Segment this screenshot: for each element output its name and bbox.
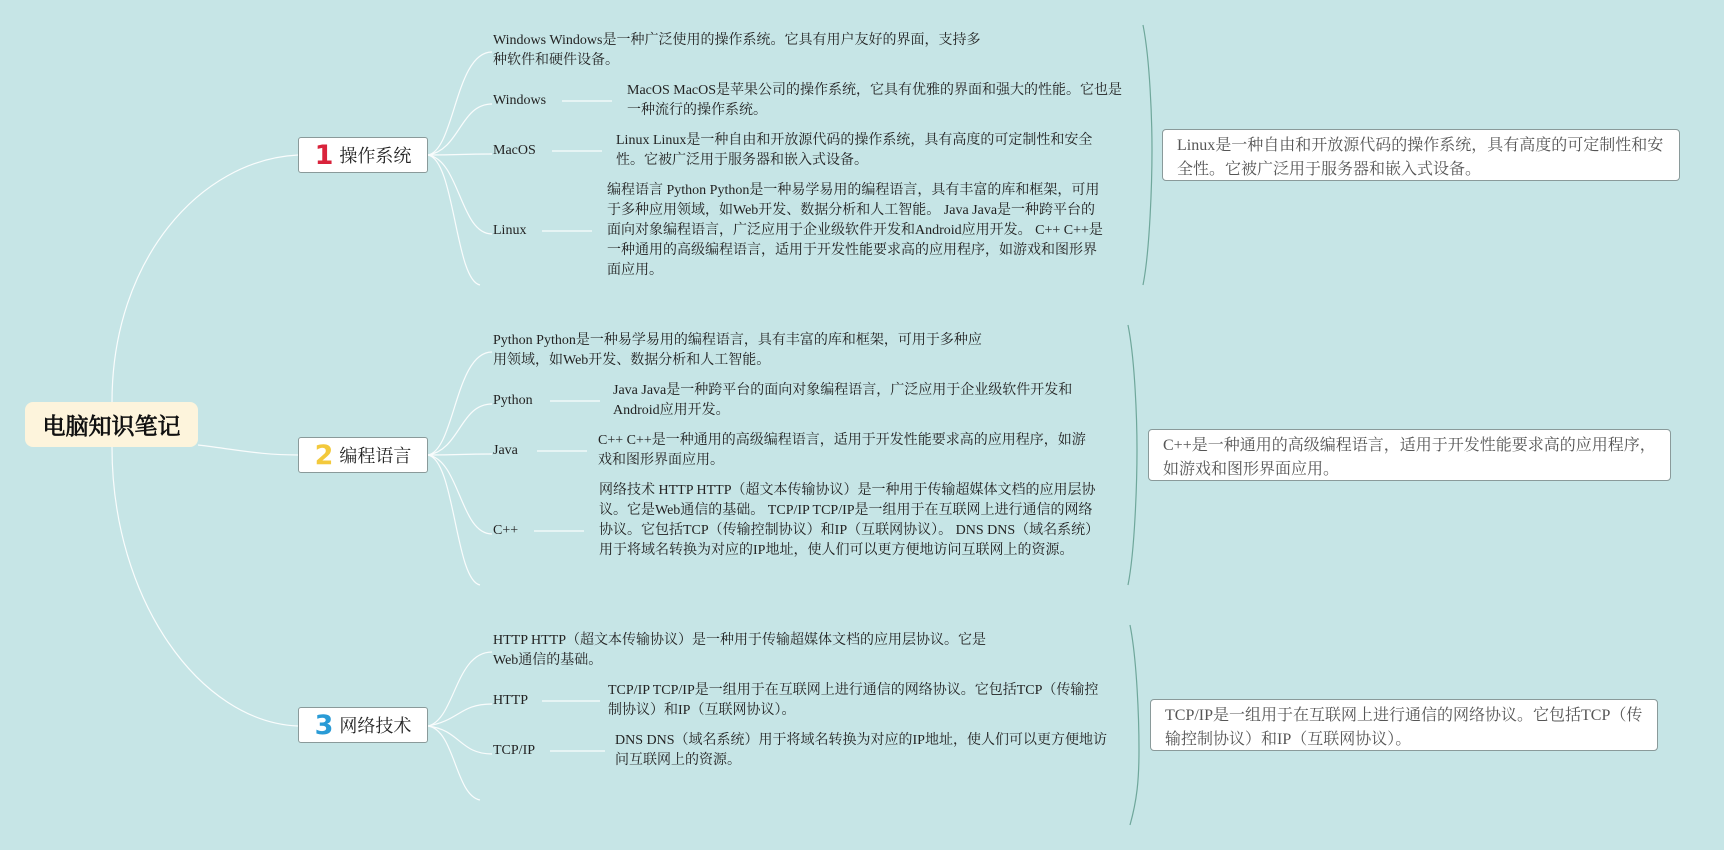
child-desc: 网络技术 HTTP HTTP（超文本传输协议）是一种用于传输超媒体文档的应用层协议。它是Web通信的基础。 TCP/IP TCP/IP是一组用于在互联网上进行通信的网络协议。它包括TCP（传输控制协议）和IP（互联网协议）。 DNS DNS（域名系统）用于将域名转换为对应的IP地址，使人们可以更方便地访问互联网上的资源。 — [599, 483, 1096, 558]
number-badge: 1 — [314, 139, 334, 171]
child-label: Windows — [493, 93, 547, 108]
summary-box: C++是一种通用的高级编程语言，适用于开发性能要求高的应用程序，如游戏和图形界面应用。 — [1148, 429, 1671, 481]
topic-node-1[interactable] — [298, 137, 428, 173]
child-label: C++ — [493, 523, 519, 538]
topic-label: 网络技术 — [339, 716, 412, 737]
root-node[interactable] — [25, 402, 198, 447]
intro-text: Windows Windows是一种广泛使用的操作系统。它具有用户友好的界面，支持多种软件和硬件设备。 — [493, 33, 981, 68]
child-desc: DNS DNS（域名系统）用于将域名转换为对应的IP地址，使人们可以更方便地访问互联网上的资源。 — [615, 733, 1107, 768]
child-desc: TCP/IP TCP/IP是一组用于在互联网上进行通信的网络协议。它包括TCP（传输控制协议）和IP（互联网协议）。 — [608, 683, 1099, 718]
child-label: Java — [493, 443, 518, 458]
topic-node-3[interactable] — [298, 707, 428, 743]
child-desc: 编程语言 Python Python是一种易学易用的编程语言，具有丰富的库和框架，可用于多种应用领域，如Web开发、数据分析和人工智能。 Java Java是一种跨平台的面向对象编程语言，广泛应用于企业级软件开发和Android应用开发。 C++ C++是一种通用的高级编程语言，适用于开发性能要求高的应用程序，如游戏和图形界面应用。 — [607, 183, 1103, 278]
intro-text: Python Python是一种易学易用的编程语言，具有丰富的库和框架，可用于多种应用领域，如Web开发、数据分析和人工智能。 — [493, 333, 982, 368]
child-desc: Linux Linux是一种自由和开放源代码的操作系统，具有高度的可定制性和安全性。它被广泛用于服务器和嵌入式设备。 — [616, 133, 1093, 168]
topic-label: 操作系统 — [339, 146, 412, 167]
child-label: TCP/IP — [493, 743, 536, 758]
child-label: HTTP — [493, 693, 528, 708]
child-label: MacOS — [493, 143, 536, 158]
child-desc: MacOS MacOS是苹果公司的操作系统，它具有优雅的界面和强大的性能。它也是一种流行的操作系统。 — [627, 83, 1123, 118]
number-badge: 2 — [314, 439, 334, 471]
number-badge: 3 — [314, 709, 334, 741]
intro-text: HTTP HTTP（超文本传输协议）是一种用于传输超媒体文档的应用层协议。它是Web通信的基础。 — [493, 633, 986, 668]
child-desc: Java Java是一种跨平台的面向对象编程语言，广泛应用于企业级软件开发和Android应用开发。 — [613, 383, 1073, 418]
root-title: 电脑知识笔记 — [42, 414, 181, 440]
summary-box: TCP/IP是一组用于在互联网上进行通信的网络协议。它包括TCP（传输控制协议）和IP（互联网协议）。 — [1150, 699, 1658, 751]
topic-node-2[interactable] — [298, 437, 428, 473]
child-label: Linux — [493, 223, 527, 238]
child-desc: C++ C++是一种通用的高级编程语言，适用于开发性能要求高的应用程序，如游戏和图形界面应用。 — [598, 433, 1086, 468]
topic-label: 编程语言 — [339, 446, 412, 467]
child-label: Python — [493, 393, 533, 408]
summary-box: Linux是一种自由和开放源代码的操作系统，具有高度的可定制性和安全性。它被广泛用于服务器和嵌入式设备。 — [1162, 129, 1680, 181]
